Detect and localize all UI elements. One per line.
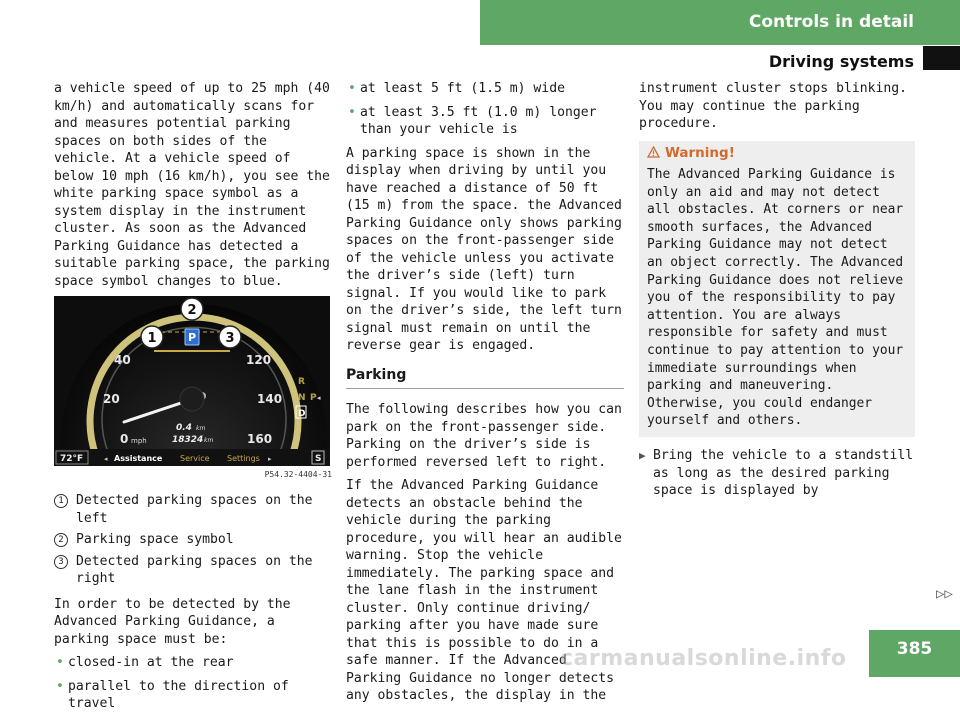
display-paragraph: A parking space is shown in the display when driving by until you have reached a distance of 50 ft (15 m) from the space. the Advanced Parking Guidance only shows parking spaces on the front-passenger side of the vehicle unless you activate the driver’s side (left) turn signal. If you would like to park on the driver’s side, the left turn signal must remain on until the reverse gear is engaged. <box>346 145 622 353</box>
callout-2-label: 2 <box>187 303 197 318</box>
list-item-text: parallel to the direction of travel <box>68 678 289 711</box>
list-item <box>346 104 624 139</box>
list-item <box>54 654 332 672</box>
s-indicator: S <box>315 454 322 464</box>
watermark: carmanualsonline.info <box>560 646 847 671</box>
chapter-header: Controls in detail <box>480 0 960 45</box>
speed-label-0: 0 <box>120 432 129 446</box>
gear-n: N <box>298 393 306 403</box>
menu-settings: Settings <box>227 454 260 463</box>
odometer-unit: km <box>204 437 214 444</box>
warning-title: Warning! <box>665 144 735 161</box>
legend-text: Parking space symbol <box>76 532 234 547</box>
legend-text: Detected parking spaces on the right <box>76 553 313 586</box>
requirements-intro: In order to be detected by the Advanced Parking Guidance, a parking space must be: <box>54 596 291 647</box>
column-left <box>54 80 332 719</box>
bullet-icon: • <box>56 678 64 694</box>
page-number: 385 <box>869 630 960 677</box>
instruction-text: Bring the vehicle to a standstill as long as the desired parking space is displayed by <box>653 448 914 498</box>
warning-box <box>639 141 915 438</box>
speed-unit: mph <box>131 437 147 445</box>
legend-item <box>54 492 332 527</box>
legend-text: Detected parking spaces on the left <box>76 493 313 526</box>
menu-right-arrow-icon: ▸ <box>268 455 272 463</box>
parking-heading: Parking <box>346 367 624 390</box>
callout-3-label: 3 <box>225 331 235 346</box>
legend-item <box>54 531 332 549</box>
warning-triangle-icon <box>647 146 660 158</box>
speed-label-160: 160 <box>247 432 273 446</box>
list-item <box>54 678 332 713</box>
legend-number: 1 <box>54 494 68 508</box>
parking-paragraph: The following describes how you can park on the front-passenger side. Parking on the driver’s side is performed reversed left to right. <box>346 402 622 470</box>
list-item-text: closed-in at the rear <box>68 655 234 670</box>
speedometer-illustration <box>54 296 330 466</box>
instrument-cluster-figure <box>54 296 330 466</box>
callout-1-label: 1 <box>147 331 157 346</box>
gear-r: R <box>298 377 305 387</box>
speed-label-40: 40 <box>114 353 131 367</box>
bullet-icon: • <box>348 104 356 120</box>
menu-left-arrow-icon: ◂ <box>104 455 108 463</box>
warning-text: The Advanced Parking Guidance is only an aid and may not detect all obstacles. At corners or near smooth surfaces, the Advanced Parking Guidance may not detect an object correctly. The Advanced Parking Guidance does not relieve you of the responsibility to pay attention. You are always responsible for safety and must continue to pay attention to your immediate surroundings when parking and maneuvering. Otherwise, you could endanger yourself and others. <box>647 167 904 429</box>
menu-assistance: Assistance <box>114 454 163 463</box>
trip-unit: km <box>196 425 206 432</box>
speed-label-120: 120 <box>246 353 272 367</box>
section-title: Driving systems <box>768 52 914 71</box>
trip-distance: 0.4 <box>176 423 192 433</box>
warning-heading <box>647 145 908 163</box>
gear-d: D <box>298 409 306 419</box>
legend-item <box>54 553 332 588</box>
column-middle <box>346 80 624 711</box>
continued-paragraph: instrument cluster stops blinking. You may continue the parking procedure. <box>639 81 908 131</box>
column-right <box>639 80 915 500</box>
section-tab-marker <box>923 46 960 70</box>
figure-caption: P54.32-4404-31 <box>264 470 332 479</box>
step-arrow-icon: ▶ <box>639 449 646 462</box>
menu-service: Service <box>180 454 210 463</box>
speed-label-20: 20 <box>103 392 120 406</box>
odometer: 18324 <box>172 435 204 445</box>
bullet-icon: • <box>348 81 356 96</box>
intro-paragraph: a vehicle speed of up to 25 mph (40 km/h) and automatically scans for and measures potential parking spaces on both sides of the vehicle. At a vehicle speed of below 10 mph (16 km/h), you see the white parking space symbol as a system display in the instrument cluster. As soon as the Advanced Parking Guidance has detected a suitable parking space, the parking space symbol changes to blue. <box>54 81 330 289</box>
instruction-step <box>639 447 915 500</box>
list-item-text: at least 3.5 ft (1.0 m) longer than your vehicle is <box>360 104 597 137</box>
gear-p: P <box>310 393 317 403</box>
legend-number: 3 <box>54 555 68 569</box>
parking-symbol-label: P <box>187 331 197 344</box>
bullet-icon: • <box>56 655 64 670</box>
gear-p-arrow-icon: ◂ <box>317 394 321 402</box>
legend-number: 2 <box>54 533 68 547</box>
list-item <box>346 80 624 98</box>
speed-label-140: 140 <box>257 392 283 406</box>
obstacle-paragraph: If the Advanced Parking Guidance detects an obstacle behind the vehicle during the parking procedure, you will hear an audible warning. Stop the vehicle immediately. The parking space and the lane flash in the instrument cluster. Only continue driving/ parking after you have made sure that this is possible to do in a safe manner. If the Advanced Parking Guidance no longer detects any obstacles, the display in the <box>346 478 622 703</box>
continue-arrows-icon: ▷▷ <box>936 586 953 602</box>
temperature-readout: 72°F <box>60 454 84 464</box>
list-item-text: at least 5 ft (1.5 m) wide <box>360 81 565 96</box>
